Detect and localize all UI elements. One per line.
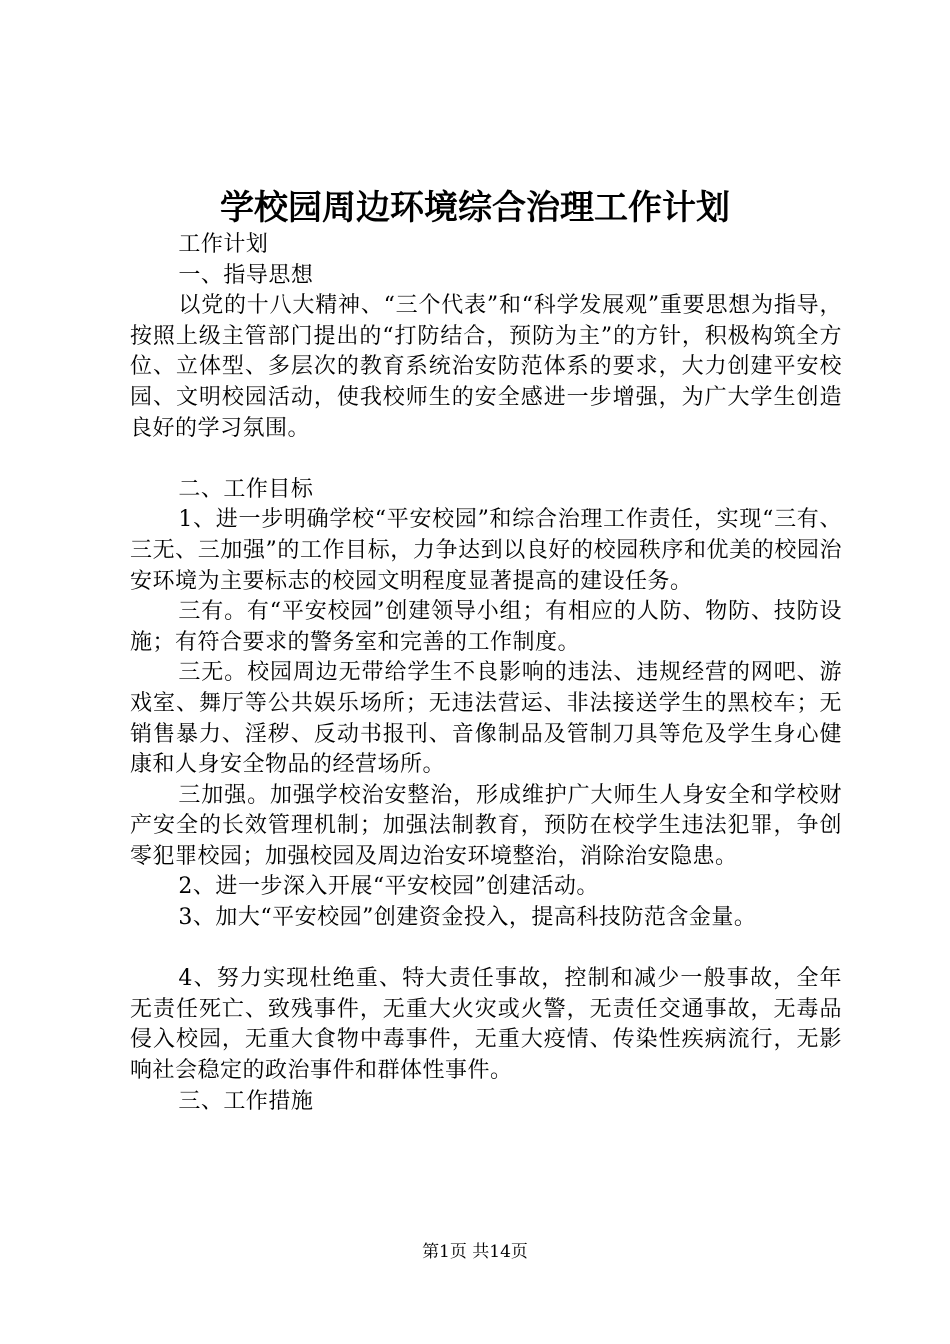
heading-work-plan: 工作计划 xyxy=(178,232,269,257)
heading-guiding-ideology: 一、指导思想 xyxy=(178,262,314,288)
paragraph-goal-4: 4、努力实现杜绝重、特大责任事故，控制和减少一般事故，全年无责任死亡、致残事件，无重大火灾或火警，无责任交通事故，无毒品侵入校园，无重大食物中毒事件，无重大疫情、传染性疾病流行，无影响社会稳定的政治事件和群体性事件。 xyxy=(130,966,842,1084)
paragraph-guiding-ideology: 以党的十八大精神、“三个代表”和“科学发展观”重要思想为指导，按照上级主管部门提出的“打防结合，预防为主”的方针，积极构筑全方位、立体型、多层次的教育系统治安防范体系的要求，大力创建平安校园、文明校园活动，使我校师生的安全感进一步增强，为广大学生创造良好的学习氛围。 xyxy=(130,293,842,441)
paragraph-three-haves: 三有。有“平安校园”创建领导小组；有相应的人防、物防、技防设施；有符合要求的警务室和完善的工作制度。 xyxy=(130,599,842,655)
paragraph-three-strengthens: 三加强。加强学校治安整治，形成维护广大师生人身安全和学校财产安全的长效管理机制；加强法制教育，预防在校学生违法犯罪，争创零犯罪校园；加强校园及周边治安环境整治，消除治安隐患。 xyxy=(130,782,842,869)
document-body xyxy=(130,230,842,1117)
paragraph-goal-3: 3、加大“平安校园”创建资金投入，提高科技防范含金量。 xyxy=(178,905,757,931)
document-title: 学校园周边环境综合治理工作计划 xyxy=(220,188,730,228)
paragraph-three-nones: 三无。校园周边无带给学生不良影响的违法、违规经营的网吧、游戏室、舞厅等公共娱乐场所；无违法营运、非法接送学生的黑校车；无销售暴力、淫秽、反动书报刊、音像制品及管制刀具等危及学生身心健康和人身安全物品的经营场所。 xyxy=(130,660,842,778)
paragraph-goal-1: 1、进一步明确学校“平安校园”和综合治理工作责任，实现“三有、三无、三加强”的工作目标，力争达到以良好的校园秩序和优美的校园治安环境为主要标志的校园文明程度显著提高的建设任务。 xyxy=(130,507,842,594)
heading-work-measures: 三、工作措施 xyxy=(178,1088,314,1114)
page-number-footer: 第1页 共14页 xyxy=(422,1242,528,1262)
paragraph-goal-2: 2、进一步深入开展“平安校园”创建活动。 xyxy=(178,874,599,900)
heading-work-goals: 二、工作目标 xyxy=(178,476,314,502)
